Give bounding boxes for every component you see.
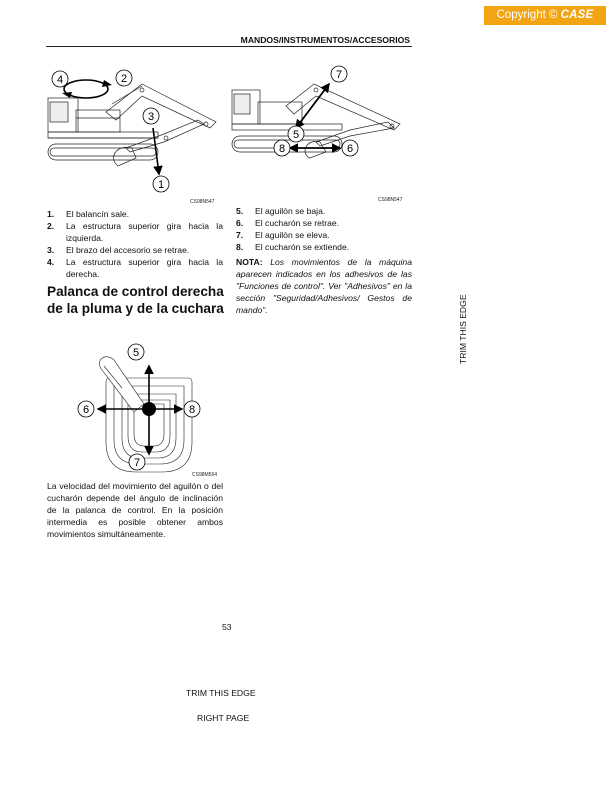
callout-7 [129,454,145,470]
list-item: 6. El cucharón se retrae. [236,218,340,228]
callout-3 [143,108,159,124]
trim-edge-bottom: TRIM THIS EDGE [186,688,256,698]
list-item: 2. La estructura superior gira hacia la izquierda. [47,221,223,243]
note-paragraph [236,256,412,316]
callout-6 [342,140,358,156]
movement-list-left [47,208,223,280]
figure-left-code: CS98N547 [190,199,215,205]
page-number: 53 [222,622,232,632]
excavator-figure-left [46,62,224,200]
svg-text:4: 4 [56,74,64,86]
svg-text:7: 7 [335,69,343,81]
case-logo: CASE [560,9,594,21]
figure-lever-code: CS98M564 [192,472,218,478]
copyright-text: Copyright © [496,9,558,21]
svg-text:3: 3 [147,111,155,123]
right-page-label: RIGHT PAGE [197,713,250,723]
svg-text:6: 6 [82,404,90,416]
callout-4 [52,71,68,87]
excavator-figure-right [230,62,410,168]
svg-text:7: 7 [133,457,141,469]
callout-8 [184,401,200,417]
callout-8 [274,140,290,156]
control-lever-figure [74,342,224,474]
svg-text:8: 8 [188,404,196,416]
callout-5 [128,344,144,360]
header-rule [46,46,412,47]
note-label: NOTA: [236,257,263,267]
list-item: 5. El aguilón se baja. [236,206,326,216]
svg-text:5: 5 [292,129,300,141]
callout-5 [288,126,304,142]
list-item: 3. El brazo del accesorio se retrae. [47,245,190,255]
callout-1 [153,176,169,192]
list-item: 4. La estructura superior gira hacia la derecha. [47,257,223,279]
list-item: 1. El balancín sale. [47,209,130,219]
body-paragraph: La velocidad del movimiento del aguilón o del cucharón depende del ángulo de inclinación de la palanca de control. En la posición intermedia es posible obtener ambos movimientos simultáneamente. [47,481,223,539]
list-item: 8. El cucharón se extiende. [236,242,350,252]
note-text: Los movimientos de la máquina aparecen indicados en los adhesivos de las "Funciones de control". Ver "Adhesivos" en la sección "Seguridad/Adhesivos/ Gestos de mando". [236,257,412,315]
svg-text:2: 2 [120,73,128,85]
callout-6 [78,401,94,417]
svg-text:5: 5 [132,347,140,359]
svg-text:8: 8 [278,143,286,155]
callout-7 [331,66,347,82]
callout-2 [116,70,132,86]
trim-edge-side: TRIM THIS EDGE [458,294,468,364]
svg-text:1: 1 [157,179,165,191]
section-title: Palanca de control derecha de la pluma y de la cuchara [47,284,224,316]
list-item: 7. El aguilón se eleva. [236,230,330,240]
svg-text:6: 6 [346,143,354,155]
figure-right-code: CS98N547 [378,197,403,203]
movement-list-right [236,205,412,253]
page-header: MANDOS/INSTRUMENTOS/ACCESORIOS [240,35,410,45]
copyright-badge [484,6,606,25]
